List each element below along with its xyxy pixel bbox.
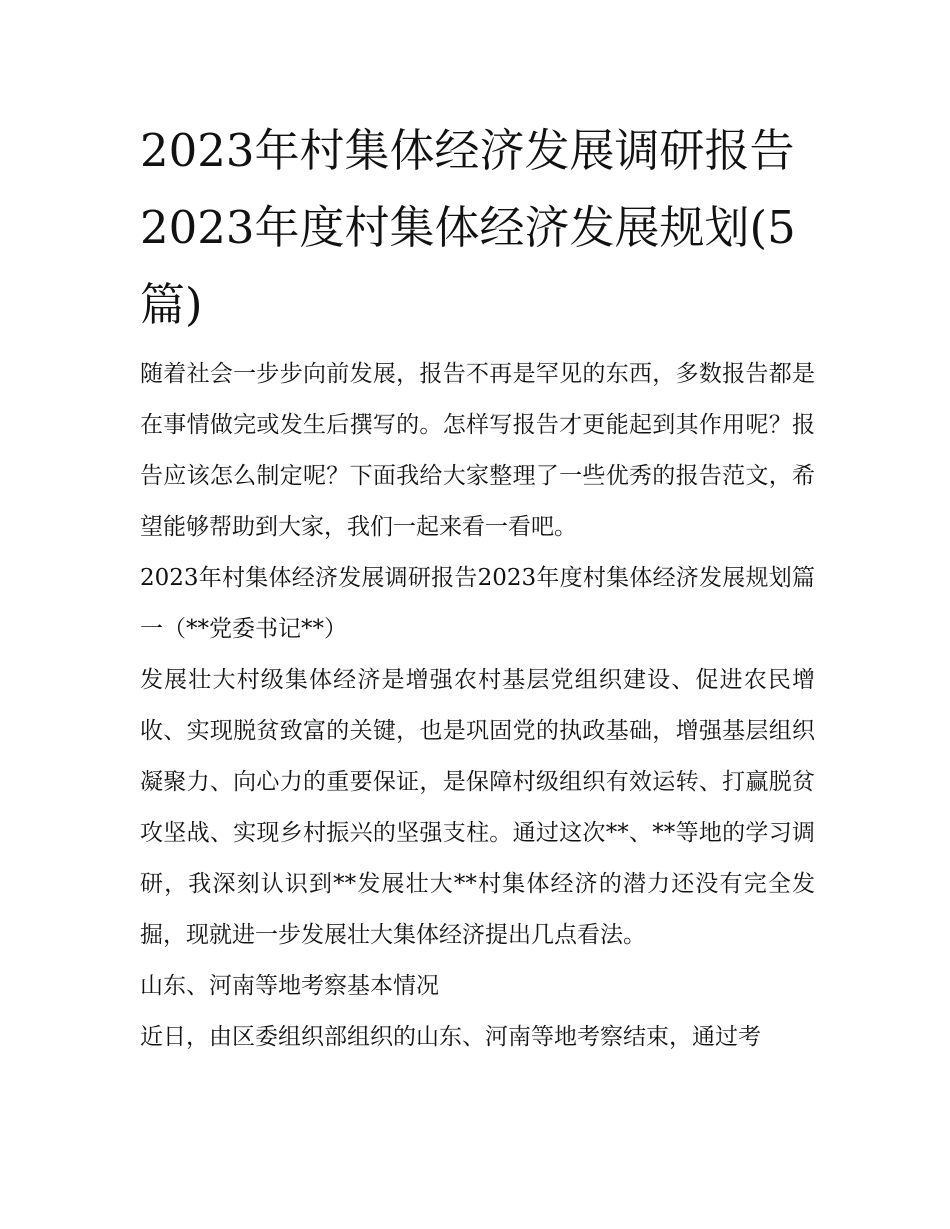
body-paragraph: 发展壮大村级集体经济是增强农村基层党组织建设、促进农民增收、实现脱贫致富的关键，也是巩固党的执政基础，增强基层组织凝聚力、向心力的重要保证，是保障村级组织有效运转、打赢脱贫攻坚战、实现乡村振兴的坚强支柱。通过这次**、**等地的学习调研，我深刻认识到**发展壮大**村集体经济的潜力还没有完全发掘，现就进一步发展壮大集体经济提出几点看法。: [140, 667, 815, 948]
section-heading: 2023年村集体经济发展调研报告2023年度村集体经济发展规划篇一（**党委书记**）: [140, 565, 815, 642]
body-paragraph-continued: 近日，由区委组织部组织的山东、河南等地考察结束，通过考: [140, 1024, 761, 1050]
document-content: [140, 112, 815, 1063]
intro-paragraph: 随着社会一步步向前发展，报告不再是罕见的东西，多数报告都是在事情做完或发生后撰写的。怎样写报告才更能起到其作用呢？报告应该怎么制定呢？下面我给大家整理了一些优秀的报告范文，希望能够帮助到大家，我们一起来看一看吧。: [140, 361, 815, 540]
document-title: 2023年村集体经济发展调研报告2023年度村集体经济发展规划(5篇): [140, 124, 796, 331]
subsection-heading: 山东、河南等地考察基本情况: [140, 973, 439, 999]
